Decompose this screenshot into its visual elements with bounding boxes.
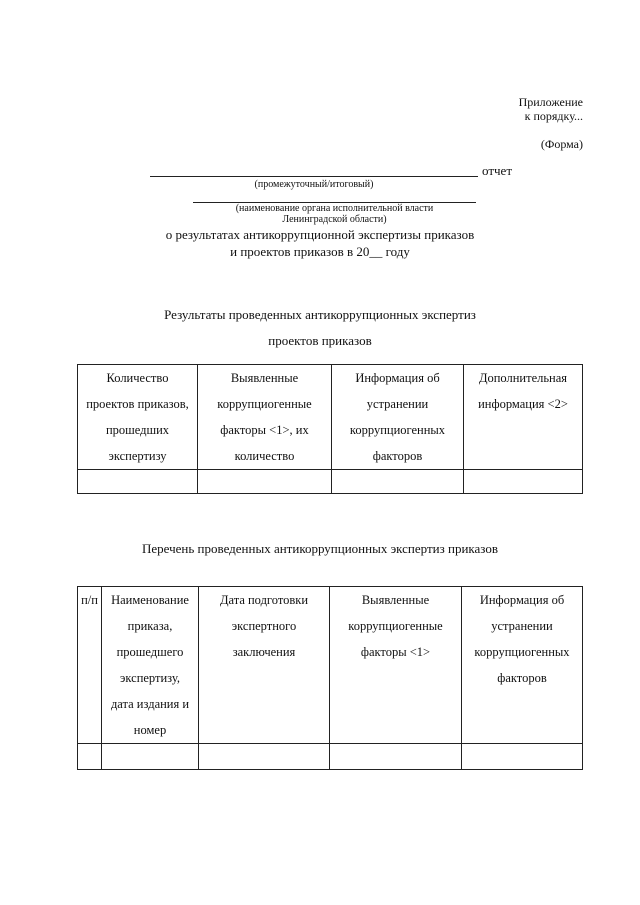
report-title-line1: о результатах антикоррупционной экспертизы приказов [165,227,475,242]
section1-empty-cell [332,470,464,494]
report-title-line2: и проектов приказов в 20__ году [230,244,410,259]
section1-col-factors: Выявленные коррупциогенные факторы <1>, их количество [198,365,332,470]
form-label: (Форма) [540,137,583,151]
section2-empty-cell [199,744,330,770]
report-type-line [150,176,478,177]
section1-col-count: Количество проектов приказов, прошедших экспертизу [78,365,198,470]
section2-table [77,586,583,770]
report-type-caption: (промежуточный/итоговый) [254,179,374,190]
section1-title-line1: Результаты проведенных антикоррупционных экспертиз [164,307,476,322]
section2-col-elimination: Информация об устранении коррупциогенных факторов [462,587,583,744]
authority-caption: (наименование органа исполнительной власти Ленинградской области) [235,203,434,225]
section2-empty-cell [78,744,102,770]
section2-col-conclusion-date: Дата подготовки экспертного заключения [199,587,330,744]
section2-col-number: п/п [78,587,102,744]
section2-empty-cell [102,744,199,770]
section2-col-order-name: Наименование приказа, прошедшего экспертизу, дата издания и номер [102,587,199,744]
report-word: отчет [482,163,512,178]
section2-empty-cell [462,744,583,770]
section2-empty-cell [330,744,462,770]
section1-col-additional: Дополнительная информация <2> [464,365,583,470]
section1-empty-cell [464,470,583,494]
section2-title: Перечень проведенных антикоррупционных экспертиз приказов [142,541,498,556]
section1-col-elimination: Информация об устранении коррупциогенных факторов [332,365,464,470]
appendix-label: Приложение [518,95,583,109]
section1-empty-cell [198,470,332,494]
section2-col-factors: Выявленные коррупциогенные факторы <1> [330,587,462,744]
section1-title-line2: проектов приказов [268,333,372,348]
section1-table [77,364,583,494]
appendix-order-label: к порядку... [524,109,583,123]
section1-empty-cell [78,470,198,494]
